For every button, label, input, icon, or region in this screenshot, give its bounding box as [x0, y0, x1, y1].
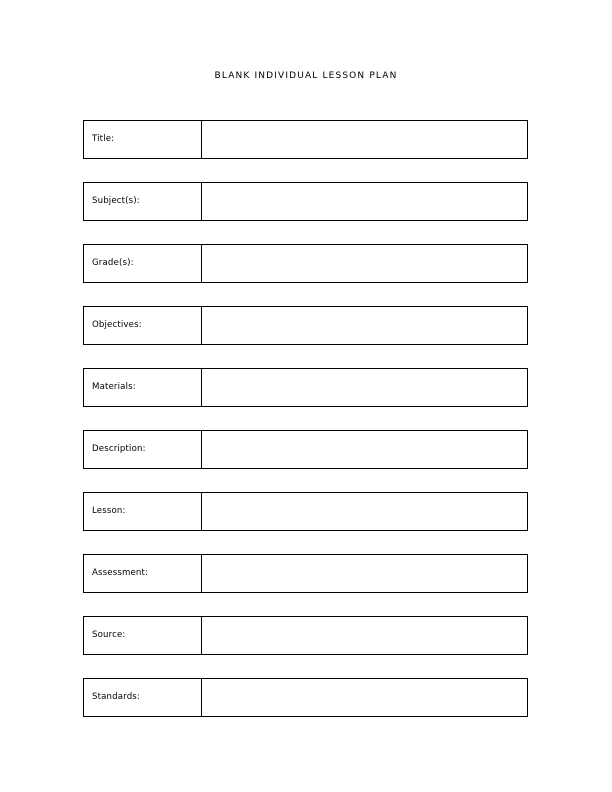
field-input-grades[interactable] [202, 244, 528, 283]
form-row-materials [83, 368, 528, 407]
form-row-lesson [83, 492, 528, 531]
field-input-source[interactable] [202, 616, 528, 655]
field-input-objectives[interactable] [202, 306, 528, 345]
form-row-description [83, 430, 528, 469]
form-row-source [83, 616, 528, 655]
field-label-lesson: Lesson: [83, 492, 202, 531]
form-row-title [83, 120, 528, 159]
field-label-title: Title: [83, 120, 202, 159]
field-label-source: Source: [83, 616, 202, 655]
field-label-materials: Materials: [83, 368, 202, 407]
field-input-lesson[interactable] [202, 492, 528, 531]
field-label-description: Description: [83, 430, 202, 469]
field-label-subjects: Subject(s): [83, 182, 202, 221]
field-label-assessment: Assessment: [83, 554, 202, 593]
field-input-subjects[interactable] [202, 182, 528, 221]
field-label-standards: Standards: [83, 678, 202, 717]
form-row-subjects [83, 182, 528, 221]
form-row-grades [83, 244, 528, 283]
field-input-title[interactable] [202, 120, 528, 159]
page-title: BLANK INDIVIDUAL LESSON PLAN [214, 71, 398, 81]
field-label-objectives: Objectives: [83, 306, 202, 345]
field-input-assessment[interactable] [202, 554, 528, 593]
lesson-plan-form [83, 120, 528, 717]
form-row-standards [83, 678, 528, 717]
field-input-description[interactable] [202, 430, 528, 469]
field-input-standards[interactable] [202, 678, 528, 717]
field-input-materials[interactable] [202, 368, 528, 407]
form-row-objectives [83, 306, 528, 345]
form-row-assessment [83, 554, 528, 593]
field-label-grades: Grade(s): [83, 244, 202, 283]
